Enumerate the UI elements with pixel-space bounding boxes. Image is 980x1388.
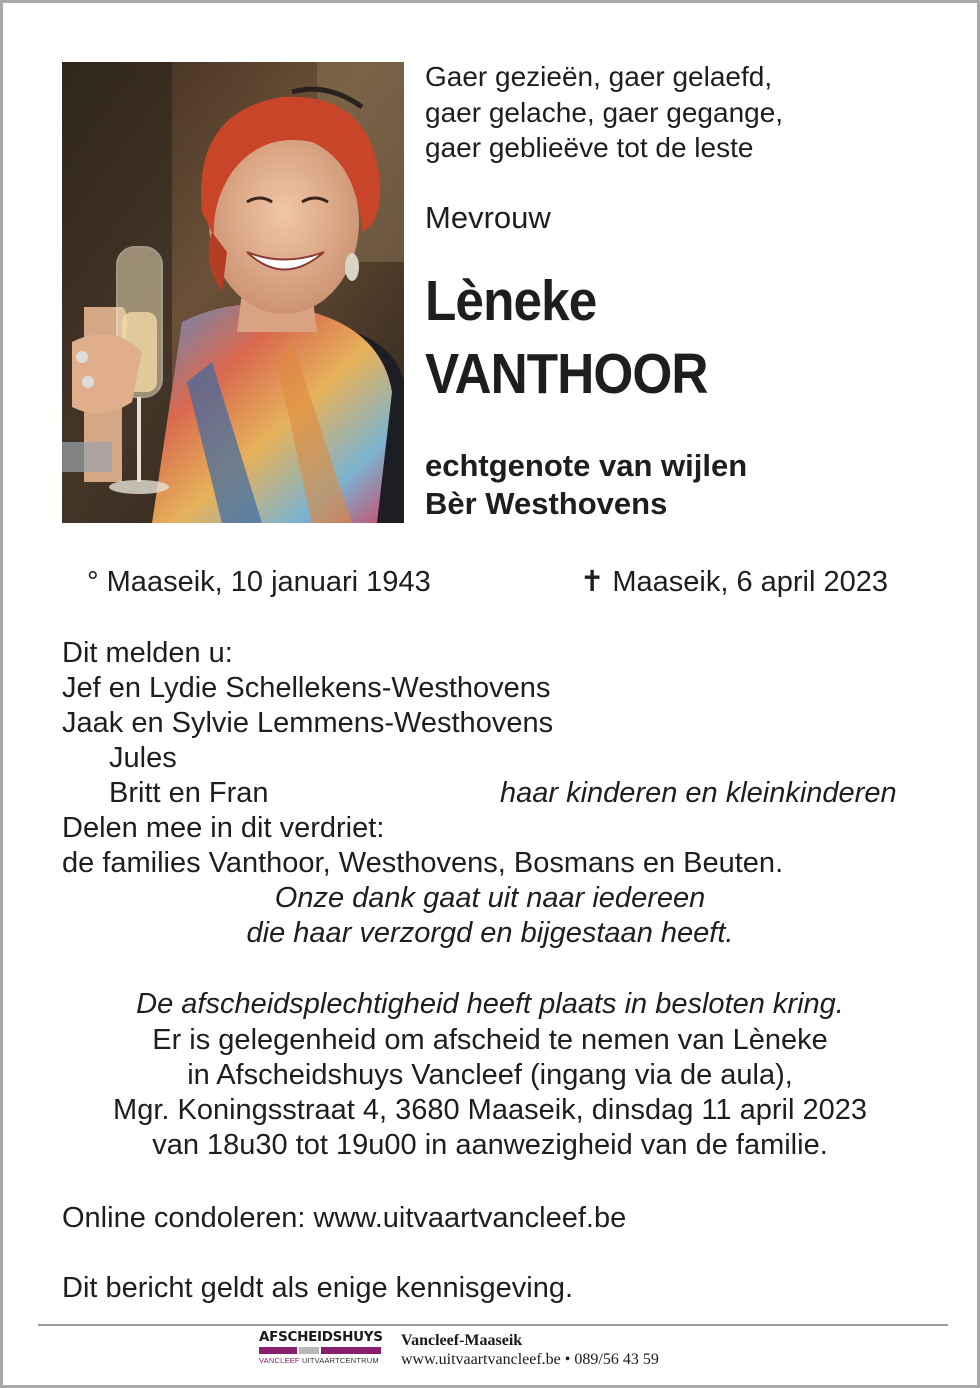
poem-line: gaer gelache, gaer gegange, xyxy=(425,96,784,128)
ceremony-line: Er is gelegenheid om afscheid te nemen van Lèneke xyxy=(152,1024,828,1056)
funeral-home-contact: www.uitvaartvancleef.be • 089/56 43 59 xyxy=(401,1351,659,1368)
logo-title: AFSCHEIDSHUYS xyxy=(259,1329,383,1345)
logo-sub-text: UITVAARTCENTRUM xyxy=(301,1356,379,1365)
last-name: VANTHOOR xyxy=(425,342,708,406)
thanks-line: die haar verzorgd en bijgestaan heeft. xyxy=(246,917,734,949)
announcer-line: Jaak en Sylvie Lemmens-Westhovens xyxy=(62,707,554,739)
poem-line: gaer geblieëve tot de leste xyxy=(425,132,754,163)
birth-date: ° Maaseik, 10 januari 1943 xyxy=(87,566,431,598)
families-line: de families Vanthoor, Westhovens, Bosmans en Beuten. xyxy=(62,847,784,879)
footer-divider xyxy=(38,1324,948,1326)
honorific: Mevrouw xyxy=(425,200,551,235)
spouse-info xyxy=(425,447,747,523)
logo-bar xyxy=(259,1347,297,1354)
poem xyxy=(425,59,783,166)
announcer-line: Jef en Lydie Schellekens-Westhovens xyxy=(62,672,551,704)
portrait-photo xyxy=(62,62,404,523)
announcers-intro: Dit melden u: xyxy=(62,637,233,669)
death-date: ✝ Maaseik, 6 april 2023 xyxy=(580,566,889,598)
logo-bar xyxy=(321,1347,381,1354)
ceremony-line: in Afscheidshuys Vancleef (ingang via de aula), xyxy=(187,1059,793,1091)
relation-note: haar kinderen en kleinkinderen xyxy=(500,777,897,809)
ceremony-notice: De afscheidsplechtigheid heeft plaats in besloten kring. xyxy=(136,988,844,1020)
grandchild-line: Britt en Fran xyxy=(109,777,269,809)
ceremony-line: Mgr. Koningsstraat 4, 3680 Maaseik, dinsdag 11 april 2023 xyxy=(113,1094,867,1126)
afscheidshuys-logo xyxy=(259,1330,383,1370)
logo-brand: VANCLEEF xyxy=(259,1356,300,1365)
logo-subtitle xyxy=(259,1356,383,1365)
share-intro: Delen mee in dit verdriet: xyxy=(62,812,385,844)
first-name: Lèneke xyxy=(425,269,597,333)
logo-bars xyxy=(259,1347,383,1356)
thanks-line: Onze dank gaat uit naar iedereen xyxy=(274,882,706,914)
logo-bar xyxy=(299,1347,319,1354)
condolence-line: Online condoleren: www.uitvaartvancleef.be xyxy=(62,1202,627,1234)
ceremony-line: van 18u30 tot 19u00 in aanwezigheid van de familie. xyxy=(152,1129,828,1161)
spouse-name: Bèr Westhovens xyxy=(425,486,668,521)
funeral-home-name: Vancleef-Maaseik xyxy=(401,1332,523,1349)
deceased-name xyxy=(425,265,708,411)
poem-line: Gaer gezieën, gaer gelaefd, xyxy=(425,61,773,92)
grandchild-line: Jules xyxy=(109,742,177,774)
closing-line: Dit bericht geldt als enige kennisgeving. xyxy=(62,1272,574,1304)
relation-label: echtgenote van wijlen xyxy=(425,448,748,483)
funeral-home-info xyxy=(401,1332,659,1370)
